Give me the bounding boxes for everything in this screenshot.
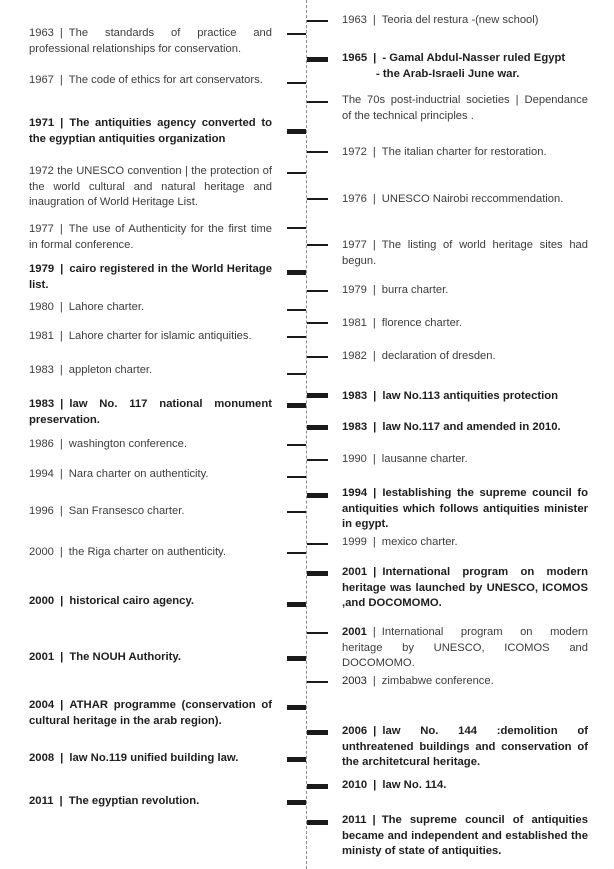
separator: |	[59, 74, 63, 86]
tick-mark-major	[307, 393, 328, 398]
timeline-event	[29, 164, 272, 211]
event-year: 1999	[342, 536, 367, 548]
tick-mark-major	[307, 571, 328, 576]
tick-mark-major	[287, 270, 306, 275]
tick-mark	[307, 20, 328, 22]
event-text: The supreme council of antiquities became and independent and established the ministy of state of antiquities.	[342, 814, 588, 857]
event-year: 2011	[29, 795, 54, 807]
event-text: Lahore charter for islamic antiquities.	[68, 330, 252, 342]
separator: |	[372, 284, 376, 296]
event-text: International program on modern heritage by UNESCO, ICOMOS and DOCOMOMO.	[342, 626, 588, 669]
event-year: 1967	[29, 74, 54, 86]
event-year: 1972	[342, 146, 367, 158]
separator: |	[372, 453, 376, 465]
timeline-event	[342, 316, 588, 332]
event-text: The egyptian revolution.	[68, 795, 200, 807]
timeline-event	[29, 545, 272, 561]
event-text: washington conference.	[68, 438, 187, 450]
tick-mark-major	[287, 602, 306, 607]
tick-mark	[307, 244, 328, 246]
event-text: florence charter.	[381, 317, 463, 329]
event-year: 1976	[342, 193, 367, 205]
timeline-event	[342, 93, 588, 124]
timeline-event	[29, 751, 272, 767]
timeline-event	[29, 363, 272, 379]
timeline-event	[29, 222, 272, 253]
tick-mark	[287, 33, 306, 35]
timeline-event	[342, 674, 588, 690]
tick-mark-major	[287, 656, 306, 661]
event-year: 2001	[342, 626, 367, 638]
timeline-event	[342, 389, 588, 405]
tick-mark-major	[287, 129, 306, 134]
separator: |	[59, 223, 63, 235]
event-text: law No.113 antiquities protection	[382, 390, 559, 402]
separator: |	[59, 468, 63, 480]
separator: |	[373, 487, 377, 499]
event-year: 1990	[342, 453, 367, 465]
tick-mark	[287, 336, 306, 338]
event-text: law No.119 unified building law.	[69, 752, 239, 764]
timeline-event	[342, 452, 588, 468]
event-year: 2001	[29, 651, 55, 663]
separator: |	[372, 350, 376, 362]
timeline-event	[29, 504, 272, 520]
event-year: 1965	[342, 52, 368, 64]
event-text: appleton charter.	[68, 364, 153, 376]
event-text: Teoria del restura -(new school)	[381, 14, 539, 26]
separator: |	[373, 52, 377, 64]
event-year: 1977	[342, 239, 367, 251]
separator: |	[60, 699, 64, 711]
timeline-event	[29, 26, 272, 57]
event-text: Dependance of the technical principles .	[342, 94, 588, 122]
timeline-event	[342, 535, 588, 551]
separator: |	[373, 566, 377, 578]
event-text: the UNESCO convention | the protection of the world cultural and natural heritage and inaugration of World Heritage List.	[29, 165, 272, 208]
event-year: 1982	[342, 350, 367, 362]
tick-mark-major	[307, 820, 328, 825]
timeline-event	[342, 625, 588, 672]
tick-mark-major	[307, 493, 328, 498]
tick-mark	[307, 101, 328, 103]
tick-mark-major	[307, 57, 328, 62]
separator: |	[60, 398, 64, 410]
timeline-event	[342, 486, 588, 533]
tick-mark-major	[307, 784, 328, 789]
timeline-event	[342, 51, 588, 82]
event-text: Lahore charter.	[68, 301, 145, 313]
event-text: law No. 117 national monument preservation.	[29, 398, 272, 426]
event-year: 1979	[29, 263, 55, 275]
separator: |	[372, 193, 376, 205]
timeline-axis	[306, 0, 307, 869]
event-year: 1996	[29, 505, 54, 517]
event-text: The use of Authenticity for the first time in formal conference.	[29, 223, 272, 251]
timeline-event	[29, 594, 272, 610]
timeline-event	[342, 565, 588, 612]
tick-mark-major	[287, 757, 306, 762]
separator: |	[60, 263, 64, 275]
timeline-event	[342, 420, 588, 436]
timeline-event	[342, 283, 588, 299]
timeline-event	[29, 300, 272, 316]
timeline-event	[29, 329, 272, 345]
timeline-event	[29, 262, 272, 293]
timeline-event	[342, 192, 588, 208]
event-year: 1971	[29, 117, 55, 129]
separator: |	[373, 779, 377, 791]
event-year: 1983	[342, 390, 368, 402]
event-text: mexico charter.	[381, 536, 458, 548]
separator: |	[372, 626, 376, 638]
timeline-event	[342, 813, 588, 860]
tick-mark	[307, 681, 328, 683]
event-year: 1980	[29, 301, 54, 313]
event-text: - Gamal Abdul-Nasser ruled Egypt	[382, 52, 566, 64]
separator: |	[60, 595, 64, 607]
tick-mark	[287, 373, 306, 375]
tick-mark	[287, 444, 306, 446]
event-year: 2010	[342, 779, 368, 791]
event-year: 1981	[29, 330, 54, 342]
separator: |	[373, 390, 377, 402]
tick-mark-major	[307, 730, 328, 735]
tick-mark	[287, 172, 306, 174]
event-year: 2006	[342, 725, 368, 737]
event-year: 2011	[342, 814, 367, 826]
tick-mark	[307, 632, 328, 634]
event-year: 2000	[29, 595, 55, 607]
tick-mark	[307, 198, 328, 200]
event-text: cairo registered in the World Heritage list.	[29, 263, 272, 291]
tick-mark	[307, 459, 328, 461]
event-text: The italian charter for restoration.	[381, 146, 547, 158]
event-text: The NOUH Authority.	[69, 651, 182, 663]
tick-mark	[287, 552, 306, 554]
separator: |	[372, 814, 376, 826]
tick-mark	[287, 476, 306, 478]
timeline-event	[342, 349, 588, 365]
tick-mark	[307, 543, 328, 545]
event-year: 1972	[29, 165, 54, 177]
event-text: ATHAR programme (conservation of cultural heritage in the arab region).	[29, 699, 272, 727]
separator: |	[60, 117, 64, 129]
tick-mark-major	[287, 403, 306, 408]
separator: |	[515, 94, 519, 106]
event-text: law No.117 and amended in 2010.	[382, 421, 561, 433]
event-year: 1963	[29, 27, 54, 39]
separator: |	[372, 317, 376, 329]
event-text: law No. 144 :demolition of unthreatened buildings and conservation of the architetcural heritage.	[342, 725, 588, 768]
event-year: 2008	[29, 752, 55, 764]
separator: |	[59, 27, 63, 39]
timeline-event	[29, 467, 272, 483]
separator: |	[372, 536, 376, 548]
event-year: 2000	[29, 546, 54, 558]
event-year: 1983	[342, 421, 368, 433]
event-year: 1994	[342, 487, 368, 499]
tick-mark-major	[287, 800, 306, 805]
event-text: declaration of dresden.	[381, 350, 496, 362]
event-text: The standards of practice and professional relationships for conservation.	[29, 27, 272, 55]
timeline-event	[29, 698, 272, 729]
separator: |	[372, 239, 376, 251]
separator: |	[59, 301, 63, 313]
event-text: Nara charter on authenticity.	[68, 468, 209, 480]
separator: |	[59, 364, 63, 376]
event-year: 1994	[29, 468, 54, 480]
timeline-event	[29, 73, 272, 89]
event-year: 2004	[29, 699, 55, 711]
tick-mark	[287, 82, 306, 84]
separator: |	[59, 438, 63, 450]
event-year: 1983	[29, 364, 54, 376]
event-text-line-2: - the Arab-Israeli June war.	[376, 67, 520, 80]
event-text: lausanne charter.	[381, 453, 468, 465]
separator: |	[59, 505, 63, 517]
timeline-event	[342, 778, 588, 794]
event-year: 1986	[29, 438, 54, 450]
separator: |	[60, 752, 64, 764]
timeline-event	[342, 13, 588, 29]
tick-mark	[307, 151, 328, 153]
timeline-event	[29, 794, 272, 810]
separator: |	[60, 651, 64, 663]
timeline-event	[342, 724, 588, 771]
event-text: zimbabwe conference.	[381, 675, 494, 687]
event-text: the Riga charter on authenticity.	[68, 546, 226, 558]
event-year: 1963	[342, 14, 367, 26]
separator: |	[372, 146, 376, 158]
separator: |	[373, 421, 377, 433]
event-text: San Fransesco charter.	[68, 505, 185, 517]
separator: |	[59, 330, 63, 342]
tick-mark	[287, 511, 306, 513]
timeline-event	[342, 145, 588, 161]
separator: |	[373, 725, 377, 737]
separator: |	[372, 675, 376, 687]
tick-mark	[287, 309, 306, 311]
separator: |	[372, 14, 376, 26]
event-text: The antiquities agency converted to the egyptian antiquities organization	[29, 117, 272, 145]
event-text: The listing of world heritage sites had begun.	[342, 239, 588, 267]
timeline-event	[29, 437, 272, 453]
event-text: law No. 114.	[382, 779, 447, 791]
event-text: Iestablishing the supreme council fo antiquities which follows antiquities minister in egypt.	[342, 487, 588, 530]
event-year: 2001	[342, 566, 368, 578]
separator: |	[59, 795, 63, 807]
timeline-event	[342, 238, 588, 269]
event-year: The 70s post-inductrial societies	[342, 94, 510, 106]
event-text: International program on modern heritage was launched by UNESCO, ICOMOS ,and DOCOMOMO.	[342, 566, 588, 609]
tick-mark	[307, 290, 328, 292]
event-text: The code of ethics for art conservators.	[68, 74, 263, 86]
event-year: 1977	[29, 223, 54, 235]
event-text: burra charter.	[381, 284, 449, 296]
tick-mark-major	[287, 705, 306, 710]
event-text: UNESCO Nairobi reccommendation.	[381, 193, 564, 205]
timeline-event	[29, 650, 272, 666]
event-year: 1979	[342, 284, 367, 296]
event-year: 2003	[342, 675, 367, 687]
timeline-event	[29, 116, 272, 147]
event-year: 1981	[342, 317, 367, 329]
tick-mark	[287, 227, 306, 229]
tick-mark-major	[307, 425, 328, 430]
tick-mark	[307, 356, 328, 358]
separator: |	[59, 546, 63, 558]
timeline-event	[29, 397, 272, 428]
event-year: 1983	[29, 398, 55, 410]
event-text: historical cairo agency.	[69, 595, 195, 607]
tick-mark	[307, 322, 328, 324]
